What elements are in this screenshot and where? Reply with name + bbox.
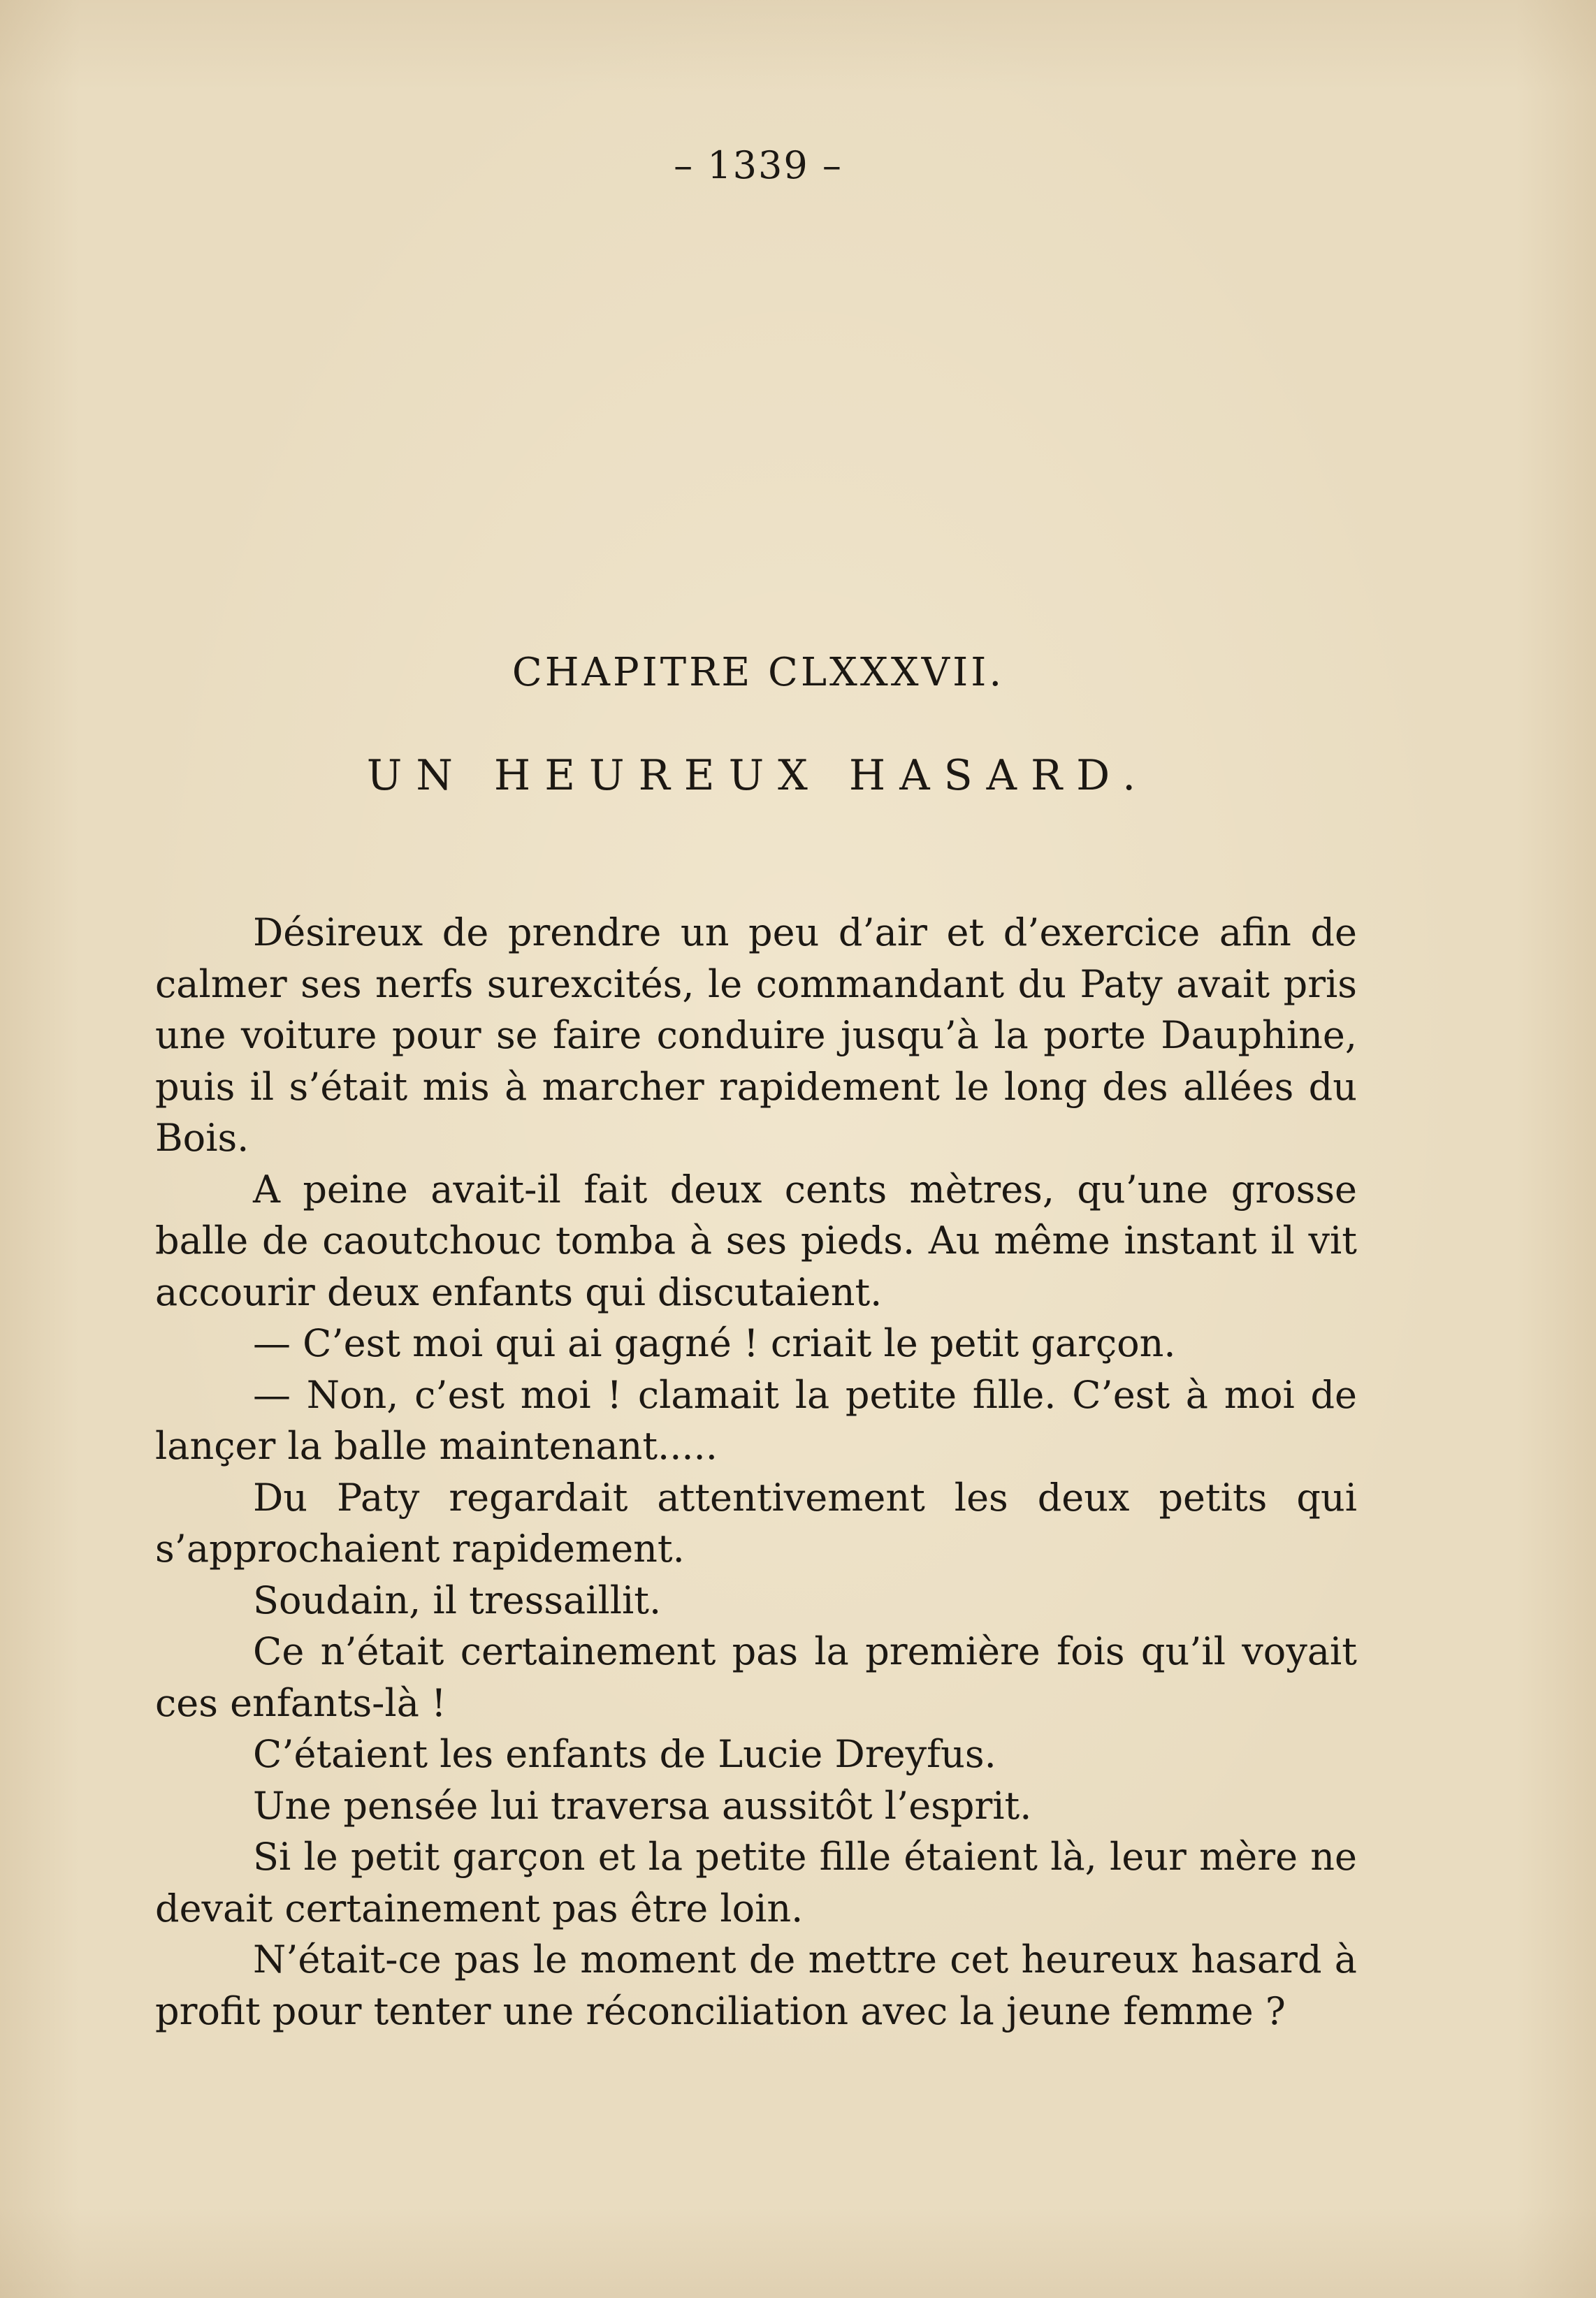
paragraph: N’était-ce pas le moment de mettre cet heureux hasard à profit pour tenter une réconciliation avec la jeune femme ? (155, 1937, 1357, 2033)
paragraph: Soudain, il tressaillit. (253, 1578, 662, 1622)
paragraph: A peine avait-il fait deux cents mètres, qu’une grosse balle de caoutchouc tomba à ses pieds. Au même instant il vit accourir deux enfants qui discutaient. (155, 1167, 1357, 1314)
paragraph: — C’est moi qui ai gagné ! criait le petit garçon. (253, 1321, 1176, 1365)
body-text (155, 907, 1357, 2037)
chapter-title: UN HEUREUX HASARD. (366, 751, 1150, 800)
paragraph: Du Paty regardait attentivement les deux petits qui s’approchaient rapidement. (155, 1475, 1357, 1571)
paragraph: — Non, c’est moi ! clamait la petite fille. C’est à moi de lançer la balle maintenant..... (155, 1372, 1357, 1468)
paragraph: Désireux de prendre un peu d’air et d’exercice afin de calmer ses nerfs surexcités, le commandant du Paty avait pris une voiture pour se faire conduire jusqu’à la porte Dauphine, puis il s’était mis à marcher rapidement le long des allées du Bois. (155, 910, 1357, 1160)
paragraph: Si le petit garçon et la petite fille étaient là, leur mère ne devait certainement pas être loin. (155, 1835, 1357, 1930)
paragraph: C’étaient les enfants de Lucie Dreyfus. (253, 1732, 996, 1776)
chapter-label: CHAPITRE CLXXXVII. (512, 650, 1005, 695)
paragraph: Ce n’était certainement pas la première fois qu’il voyait ces enfants-là ! (155, 1629, 1357, 1725)
page-number: – 1339 – (674, 143, 843, 187)
paragraph: Une pensée lui traversa aussitôt l’esprit. (253, 1783, 1032, 1828)
